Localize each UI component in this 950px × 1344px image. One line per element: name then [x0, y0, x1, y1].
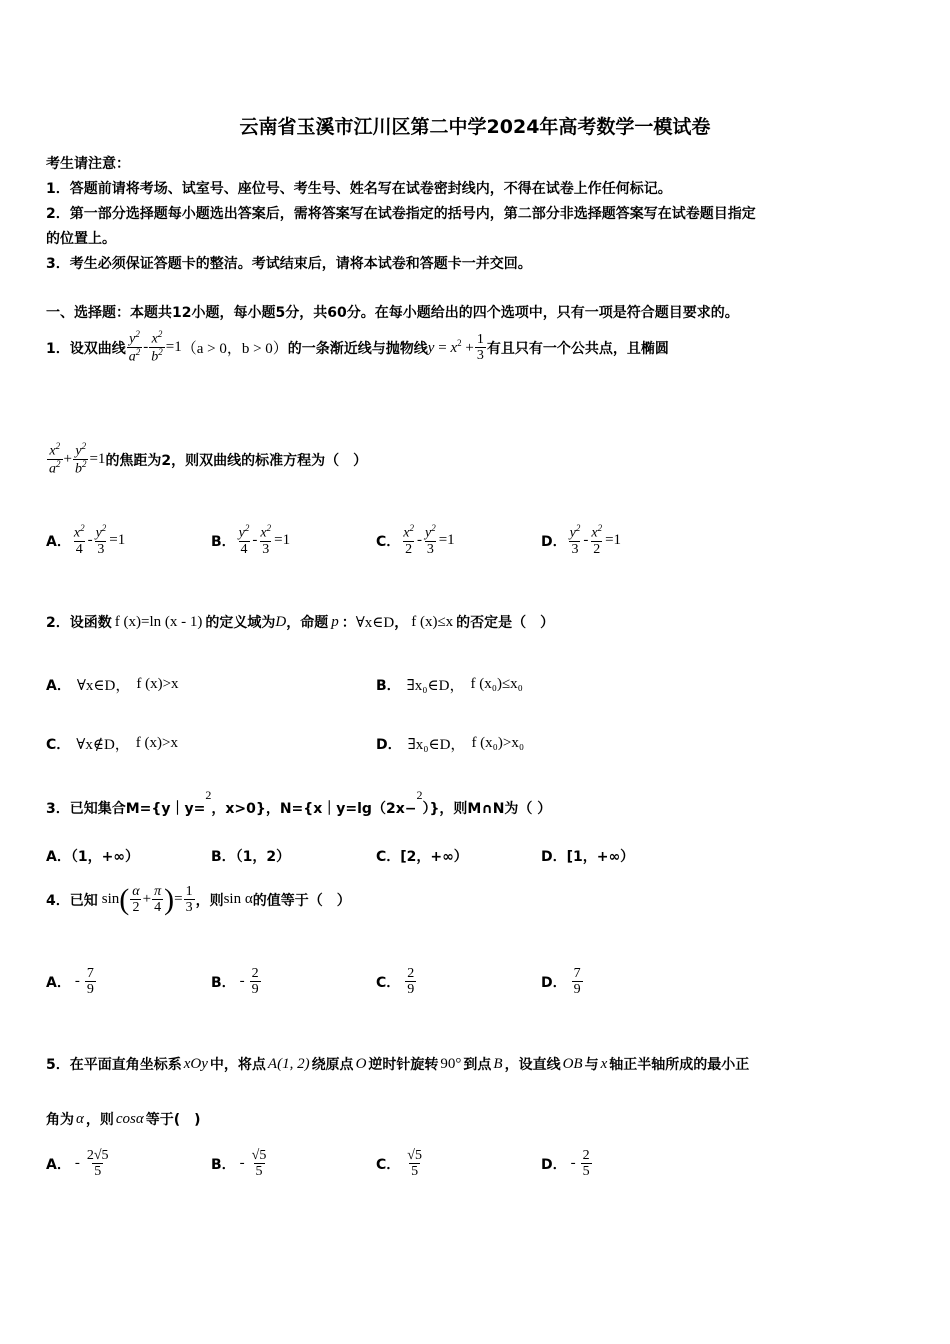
q2-option-b: B． ∃x₀∈D， f (x₀)≤x₀: [376, 676, 523, 694]
notice-item-3: 3．考生必须保证答题卡的整洁。考试结束后，请将本试卷和答题卡一并交回。: [46, 256, 532, 272]
q1-mid: 的一条渐近线与抛物线: [287, 340, 428, 357]
q2-option-a: A． ∀x∈D， f (x)>x: [46, 676, 179, 694]
q3-option-a: A．（1，+∞）: [46, 849, 139, 865]
section-heading: 一、选择题：本题共12小题，每小题5分，共60分。在每小题给出的四个选项中，只有一项是符合题目要求的。: [46, 305, 739, 321]
q1-option-a: A． $\frac{x^2}{4}$ - $\frac{y^2}{3}$ =1: [46, 523, 126, 558]
question-4: 4．已知 sin ( $\frac{\alpha}{2}$ + $\frac{\pi}{4}$ ) = $\frac{1}{3}$ ，则 sin α 的值等于（ ）: [46, 882, 351, 916]
q2-option-d: D． ∃x₀∈D， f (x₀)>x₀: [376, 735, 525, 753]
notice-item-1: 1．答题前请将考场、试室号、座位号、考生号、姓名写在试卷密封线内，不得在试卷上作任何标记。: [46, 181, 672, 197]
question-3: 3．已知集合M={y｜y=2，x>0}，N={x｜y=lg（2x−2）}，则M∩N为（ ）: [46, 788, 552, 817]
q3-option-c: C．[2，+∞）: [376, 849, 468, 865]
question-5: 5．在平面直角坐标系 xOy 中，将点 A(1, 2) 绕原点 O 逆时针旋转 90° 到点 B ，设直线 OB 与 x 轴正半轴所成的最小正: [46, 1055, 750, 1073]
q2-option-c: C． ∀x∉D， f (x)>x: [46, 735, 178, 753]
question-1-line2: $\frac{x^2}{a^2}$ + $\frac{y^2}{b^2}$ =1 的焦距为2，则双曲线的标准方程为（ ）: [49, 441, 368, 477]
question-2: 2．设函数 f (x)=ln (x - 1) 的定义域为 D ，命题 p ： ∀x∈D ， f (x)≤x 的否定是（ ）: [46, 613, 555, 631]
q4-option-c: C． $\frac{2}{9}$: [376, 966, 415, 998]
question-5-line2: 角为 α ，则 cosα 等于( ): [46, 1110, 201, 1128]
question-1: 1．设双曲线 $\frac{y^2}{a^2}$ - $\frac{x^2}{b^2}$ =1 （a > 0，b > 0） 的一条渐近线与抛物线 $y = x^2$ + $\frac{1}{3}$ 有且只有一个公共点，且椭圆: [46, 329, 669, 365]
q1-option-b: B． $\frac{y^2}{4}$ - $\frac{x^2}{3}$ =1: [211, 523, 291, 558]
notice-item-2: 2．第一部分选择题每小题选出答案后，需将答案写在试卷指定的括号内，第二部分非选择题答案写在试卷题目指定: [46, 206, 756, 222]
q4-option-a: A． - $\frac{7}{9}$: [46, 966, 94, 998]
q4-option-d: D． $\frac{7}{9}$: [541, 966, 581, 998]
q3-option-d: D．[1，+∞）: [541, 849, 635, 865]
page-title: 云南省玉溪市江川区第二中学2024年高考数学一模试卷: [239, 116, 711, 138]
q1-cond: （a > 0，b > 0）: [181, 341, 288, 358]
q1-num: 1．设双曲线: [46, 340, 126, 357]
q3-option-b: B．（1，2）: [211, 849, 291, 865]
notice-item-2-cont: 的位置上。: [46, 231, 116, 247]
q5-option-c: C． $\frac{√5}{5}$: [376, 1148, 422, 1180]
q5-option-a: A． - $\frac{2√5}{5}$: [46, 1148, 109, 1180]
q5-option-b: B． - $\frac{√5}{5}$: [211, 1148, 267, 1180]
notice-heading: 考生请注意：: [46, 156, 130, 172]
q4-option-b: B． - $\frac{2}{9}$: [211, 966, 259, 998]
q1-option-c: C． $\frac{x^2}{2}$ - $\frac{y^2}{3}$ =1: [376, 523, 455, 558]
q1-option-d: D． $\frac{y^2}{3}$ - $\frac{x^2}{2}$ =1: [541, 523, 622, 558]
q5-option-d: D． - $\frac{2}{5}$: [541, 1148, 590, 1180]
q1-line2: 的焦距为2，则双曲线的标准方程为（ ）: [105, 452, 368, 469]
q1-end: 有且只有一个公共点，且椭圆: [486, 340, 669, 357]
